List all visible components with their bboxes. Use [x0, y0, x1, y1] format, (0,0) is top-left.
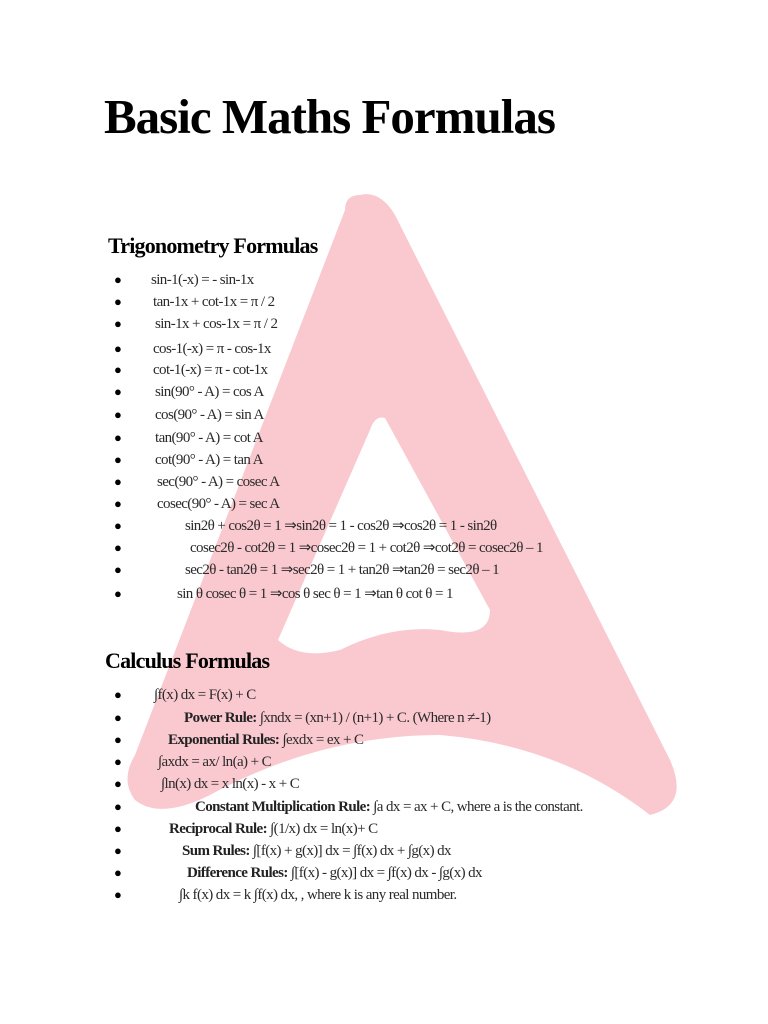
rule-formula: ∫[f(x) + g(x)] dx = ∫f(x) dx + ∫g(x) dx [249, 843, 451, 859]
formula-text: sec2θ - tan2θ = 1 ⇒sec2θ = 1 + tan2θ ⇒tan2θ = sec2θ – 1 [185, 562, 500, 578]
rule-formula: ∫ln(x) dx = x ln(x) - x + C [161, 776, 300, 792]
formula-text [184, 708, 491, 728]
bullet-icon: ● [114, 865, 122, 880]
formula-text [169, 819, 378, 839]
formula-text [161, 774, 299, 794]
formula-text: cot(90° - A) = tan A [155, 452, 263, 468]
bullet-icon: ● [114, 294, 122, 309]
bullet-icon: ● [114, 687, 122, 702]
rule-formula: ∫f(x) dx = F(x) + C [154, 687, 256, 703]
rule-formula: ∫[f(x) - g(x)] dx = ∫f(x) dx - ∫g(x) dx [287, 865, 482, 881]
bullet-icon: ● [114, 341, 122, 356]
rule-label: Constant Multiplication Rule: [195, 799, 371, 815]
rule-formula: ∫xndx = (xn+1) / (n+1) + C. (Where n ≠-1) [256, 710, 491, 726]
rule-label: Difference Rules: [187, 865, 288, 881]
bullet-icon: ● [114, 799, 122, 814]
formula-text [158, 752, 271, 772]
formula-text: cos-1(-x) = π - cos-1x [153, 341, 271, 357]
formula-text: cot-1(-x) = π - cot-1x [153, 362, 268, 378]
bullet-icon: ● [114, 316, 122, 331]
rule-formula: ∫axdx = ax/ ln(a) + C [158, 754, 271, 770]
formula-text: tan-1x + cot-1x = π / 2 [153, 294, 275, 310]
rule-label: Power Rule: [184, 710, 257, 726]
bullet-icon: ● [114, 496, 122, 511]
rule-formula: ∫(1/x) dx = ln(x)+ C [267, 821, 378, 837]
formula-text [154, 685, 256, 705]
rule-formula: ∫a dx = ax + C, where a is the constant. [370, 799, 583, 815]
formula-text: sin2θ + cos2θ = 1 ⇒sin2θ = 1 - cos2θ ⇒cos2θ = 1 - sin2θ [185, 518, 497, 534]
bullet-icon: ● [114, 272, 122, 287]
bullet-icon: ● [114, 821, 122, 836]
bullet-icon: ● [114, 430, 122, 445]
page-title: Basic Maths Formulas [104, 89, 555, 144]
formula-text [168, 730, 363, 750]
rule-label: Reciprocal Rule: [169, 821, 268, 837]
formula-text: sec(90° - A) = cosec A [157, 474, 280, 490]
bullet-icon: ● [114, 843, 122, 858]
formula-text: tan(90° - A) = cot A [155, 430, 263, 446]
bullet-icon: ● [114, 540, 122, 555]
bullet-icon: ● [114, 754, 122, 769]
formula-text: sin θ cosec θ = 1 ⇒cos θ sec θ = 1 ⇒tan θ cot θ = 1 [177, 586, 453, 602]
rule-label: Sum Rules: [182, 843, 250, 859]
bullet-icon: ● [114, 562, 122, 577]
trigonometry-heading: Trigonometry Formulas [108, 233, 318, 258]
bullet-icon: ● [114, 407, 122, 422]
calculus-heading: Calculus Formulas [105, 648, 270, 673]
bullet-icon: ● [114, 710, 122, 725]
rule-label: Exponential Rules: [168, 732, 280, 748]
bullet-icon: ● [114, 732, 122, 747]
formula-text: cos(90° - A) = sin A [155, 407, 264, 423]
formula-text [195, 797, 583, 817]
bullet-icon: ● [114, 887, 122, 902]
rule-formula: ∫exdx = ex + C [279, 732, 364, 748]
formula-text: sin(90° - A) = cos A [155, 384, 264, 400]
bullet-icon: ● [114, 518, 122, 533]
bullet-icon: ● [114, 776, 122, 791]
bullet-icon: ● [114, 586, 122, 601]
formula-text [187, 863, 482, 883]
formula-text: sin-1x + cos-1x = π / 2 [155, 316, 278, 332]
formula-text: cosec2θ - cot2θ = 1 ⇒cosec2θ = 1 + cot2θ ⇒cot2θ = cosec2θ – 1 [190, 540, 543, 556]
bullet-icon: ● [114, 362, 122, 377]
rule-formula: ∫k f(x) dx = k ∫f(x) dx, , where k is any real number. [179, 887, 457, 903]
formula-text: sin-1(-x) = - sin-1x [151, 272, 254, 288]
formula-text [182, 841, 451, 861]
bullet-icon: ● [114, 452, 122, 467]
formula-text [179, 885, 457, 905]
bullet-icon: ● [114, 474, 122, 489]
formula-text: cosec(90° - A) = sec A [157, 496, 280, 512]
bullet-icon: ● [114, 384, 122, 399]
